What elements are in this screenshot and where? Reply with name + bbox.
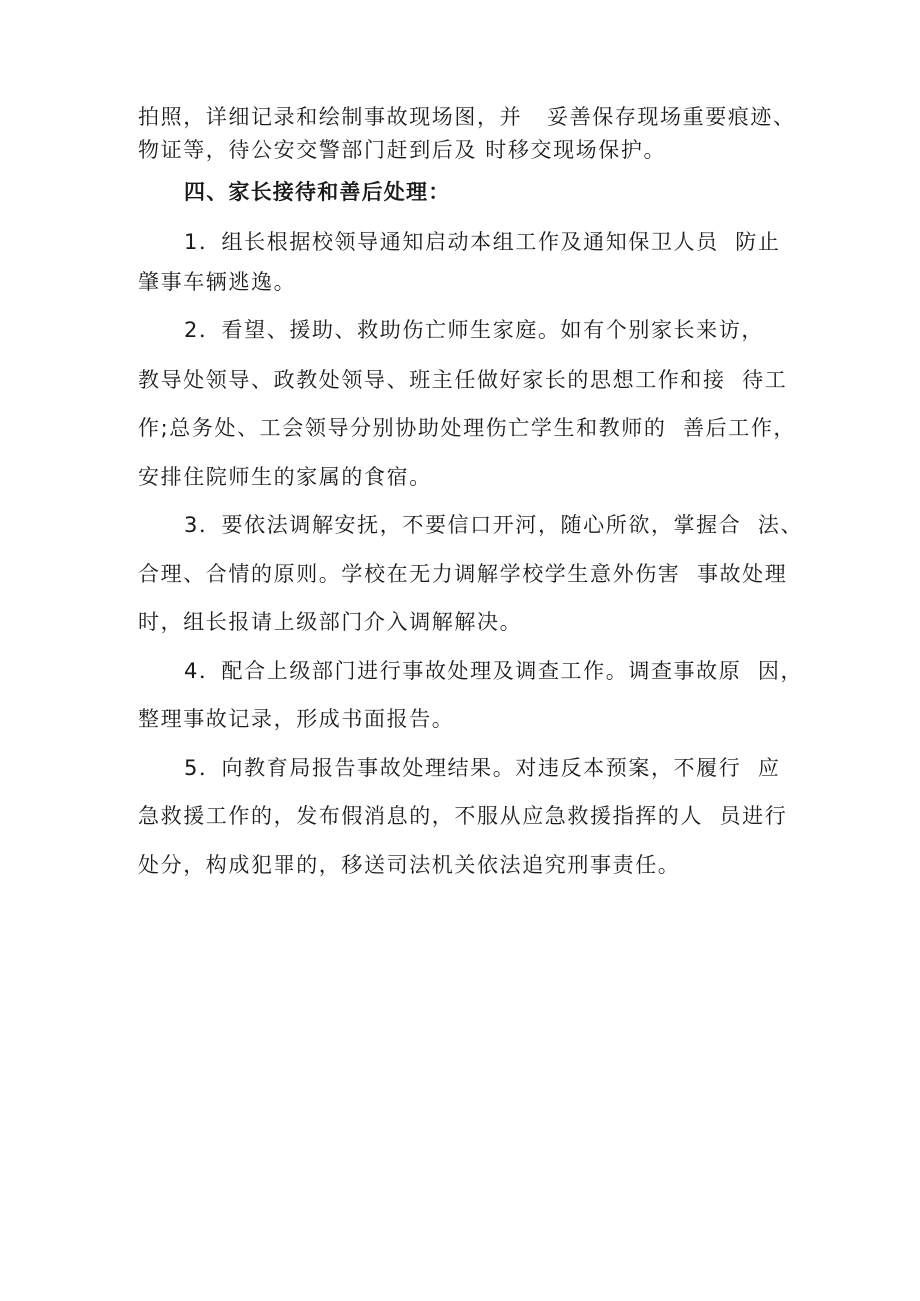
item-3-line-2: 合理、合情的原则。学校在无力调解学校学生意外伤害 事故处理 [138, 562, 788, 586]
item-2-line-2: 教导处领导、政教处领导、班主任做好家长的思想工作和接 待工 [138, 368, 788, 392]
item-2-line-3: 作;总务处、工会领导分别协助处理伤亡学生和教师的 善后工作， [138, 416, 797, 440]
item-1-line-1: 1．组长根据校领导通知启动本组工作及通知保卫人员 防止 [184, 230, 781, 254]
intro-line-1: 拍照，详细记录和绘制事故现场图，并 妥善保存现场重要痕迹、 [138, 105, 796, 129]
item-3-line-1: 3．要依法调解安抚，不要信口开河，随心所欲，掌握合 法、 [184, 513, 804, 537]
item-3-line-3: 时，组长报请上级部门介入调解解决。 [138, 610, 523, 634]
intro-line-2: 物证等，待公安交警部门赶到后及 时移交现场保护。 [138, 138, 667, 162]
item-4-line-2: 整理事故记录，形成书面报告。 [138, 707, 455, 731]
item-4-line-1: 4．配合上级部门进行事故处理及调查工作。调查事故原 因， [184, 659, 804, 683]
item-2-line-4: 安排住院师生的家属的食宿。 [138, 465, 432, 489]
item-1-line-2: 肇事车辆逃逸。 [138, 270, 297, 294]
item-5-line-1: 5．向教育局报告事故处理结果。对违反本预案，不履行 应 [184, 756, 781, 780]
item-2-line-1: 2．看望、援助、救助伤亡师生家庭。如有个别家长来访， [184, 318, 764, 342]
item-5-line-2: 急救援工作的，发布假消息的，不服从应急救援指挥的人 员进行 [138, 804, 788, 828]
section-heading: 四、家长接待和善后处理： [184, 180, 451, 204]
item-5-line-3: 处分，构成犯罪的，移送司法机关依法追究刑事责任。 [138, 853, 681, 877]
